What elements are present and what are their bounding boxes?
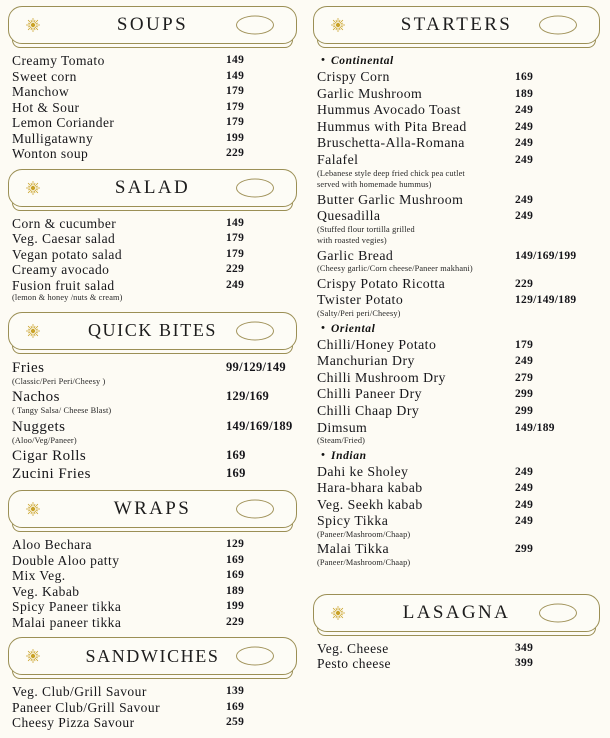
menu-item-name: Crispy Potato Ricotta: [317, 275, 446, 291]
menu-item-name: Veg. Kabab: [12, 583, 80, 599]
menu-item-description: ( Tangy Salsa/ Cheese Blast): [12, 406, 112, 415]
menu-item: [12, 715, 297, 731]
menu-item: [12, 231, 297, 247]
menu-item-name: Spicy Tikka: [317, 513, 389, 529]
menu-item: [317, 69, 600, 86]
menu-item: [317, 292, 600, 309]
section-header: [8, 6, 297, 44]
menu-item-list: [313, 47, 600, 570]
menu-item-price: 99/129/149: [226, 359, 286, 374]
menu-item: [317, 208, 600, 225]
menu-item-description: (Stuffed flour tortilla grilled: [317, 224, 415, 234]
menu-item-price: 179: [226, 85, 245, 97]
menu-item-list: [8, 678, 297, 731]
section-title: QUICK BITES: [87, 320, 218, 340]
section-title: STARTERS: [400, 14, 513, 35]
menu-item-name: Creamy avocado: [12, 262, 110, 277]
menu-item: [12, 537, 297, 553]
menu-item-name: Fries: [12, 359, 45, 376]
menu-item-price: 199: [226, 131, 245, 144]
menu-item: [317, 86, 600, 103]
menu-item-name: Paneer Club/Grill Savour: [12, 699, 161, 715]
menu-item-price: 229: [226, 147, 245, 159]
menu-item-list: [313, 635, 600, 672]
menu-item: [317, 497, 600, 514]
menu-subsection-text: Continental: [331, 55, 394, 67]
menu-section: [8, 6, 297, 162]
menu-section: [8, 312, 297, 484]
section-header: [8, 169, 297, 207]
menu-item-description: (lemon & honey /nuts & cream): [12, 293, 123, 302]
menu-section: [8, 637, 297, 731]
menu-item: [12, 700, 297, 716]
menu-item: [317, 464, 600, 481]
menu-item: [317, 480, 600, 497]
menu-item-price: 169: [226, 553, 245, 566]
menu-item: [12, 418, 297, 436]
menu-item-description: with roasted vegies): [317, 236, 387, 246]
menu-item-price: 149/169/199: [515, 249, 577, 262]
menu-item: [12, 465, 297, 483]
menu-item-name: Manchow: [12, 84, 70, 99]
ellipse-decoration-icon: [236, 16, 274, 35]
menu-item: [317, 248, 600, 265]
menu-section: [313, 594, 600, 672]
menu-item: [12, 615, 297, 631]
ellipse-decoration-icon: [236, 647, 274, 666]
menu-item: [12, 553, 297, 569]
menu-item: [12, 584, 297, 600]
bullet-icon: •: [321, 321, 326, 334]
menu-item: [12, 69, 297, 85]
menu-item-name: Hummus Avocado Toast: [317, 102, 461, 118]
menu-item: [12, 247, 297, 263]
menu-item: [317, 386, 600, 403]
menu-item: [12, 262, 297, 278]
menu-item: [12, 84, 297, 100]
menu-item: [12, 131, 297, 147]
menu-item-price: 249: [515, 193, 534, 206]
menu-item-price: 149: [226, 54, 245, 66]
menu-item-description: (Aloo/Veg/Paneer): [12, 435, 77, 445]
section-title: WRAPS: [113, 498, 192, 519]
sun-burst-icon: [25, 323, 41, 339]
section-header: [8, 637, 297, 675]
menu-item-price: 199: [226, 600, 245, 612]
menu-item-name: Veg. Seekh kabab: [317, 496, 423, 512]
menu-item-price: 249: [515, 137, 534, 150]
menu-item-price: 249: [515, 515, 534, 528]
menu-item: [317, 152, 600, 169]
menu-item-price: 249: [515, 153, 534, 166]
menu-item-name: Dahi ke Sholey: [317, 463, 409, 479]
menu-item: [12, 568, 297, 584]
menu-item-name: Chilli/Honey Potato: [317, 336, 437, 352]
menu-item: [317, 541, 600, 558]
menu-column-right: [305, 0, 610, 700]
menu-item: [317, 656, 600, 672]
menu-item-name: Spicy Paneer tikka: [12, 599, 122, 614]
menu-item-name: Hara-bhara kabab: [317, 480, 423, 496]
menu-item: [12, 216, 297, 232]
menu-item: [317, 403, 600, 420]
menu-subsection-text: Oriental: [331, 322, 376, 335]
section-title: LASAGNA: [402, 601, 511, 623]
menu-item-description: served with homemade hummus): [317, 180, 432, 190]
ellipse-decoration-icon: [236, 500, 274, 519]
menu-item: [317, 276, 600, 293]
menu-item: [317, 641, 600, 657]
menu-item-price: 249: [515, 482, 534, 495]
menu-item-price: 189: [226, 584, 245, 597]
menu-column-left: [0, 0, 305, 730]
menu-item-name: Cheesy Pizza Savour: [12, 715, 135, 730]
ellipse-decoration-icon: [236, 321, 274, 340]
sun-burst-icon: [25, 17, 41, 33]
menu-item-price: 149: [226, 216, 245, 229]
section-title: SOUPS: [116, 14, 189, 35]
menu-item: [317, 337, 600, 354]
menu-item-price: 229: [515, 277, 534, 290]
menu-item-name: Garlic Bread: [317, 247, 394, 263]
menu-item-price: 299: [515, 543, 534, 556]
menu-item-price: 169: [515, 71, 534, 83]
menu-item-price: 259: [226, 716, 245, 728]
menu-item-name: Wonton soup: [12, 146, 89, 161]
menu-item-price: 299: [515, 404, 534, 417]
ellipse-decoration-icon: [539, 16, 577, 35]
menu-item-price: 149/189: [515, 421, 555, 434]
menu-item-name: Dimsum: [317, 419, 368, 435]
menu-item-price: 299: [515, 388, 534, 401]
menu-item-description: (Classic/Peri Peri/Cheesy ): [12, 376, 106, 386]
menu-item-list: [8, 531, 297, 630]
section-spacer: [8, 733, 297, 738]
menu-item-price: 169: [226, 448, 246, 462]
menu-item-name: Hot & Sour: [12, 99, 80, 115]
menu-item: [12, 115, 297, 131]
section-header: [8, 490, 297, 528]
menu-item-price: 179: [515, 338, 534, 351]
menu-item-description: (Paneer/Mashroom/Chaap): [317, 558, 411, 568]
menu-item-price: 169: [226, 466, 246, 480]
menu-item: [12, 684, 297, 700]
menu-item-name: Chilli Paneer Dry: [317, 386, 422, 402]
menu-item-price: 149: [226, 69, 245, 82]
sun-burst-icon: [330, 17, 346, 33]
section-header: [313, 6, 600, 44]
menu-item-name: Fusion fruit salad: [12, 277, 115, 293]
menu-subsection-label: [317, 53, 600, 69]
menu-section: [8, 490, 297, 630]
menu-item-name: Malai paneer tikka: [12, 614, 122, 630]
menu-item-price: 129/149/189: [515, 294, 577, 307]
menu-item-name: Chilli Chaap Dry: [317, 402, 420, 418]
menu-item-price: 249: [515, 210, 534, 223]
menu-item-price: 349: [515, 641, 534, 654]
menu-item: [12, 359, 297, 377]
menu-item: [317, 420, 600, 437]
menu-item-name: Cigar Rolls: [12, 448, 87, 464]
menu-item-price: 129: [226, 538, 245, 550]
menu-section: [313, 6, 600, 570]
menu-item-price: 179: [226, 232, 245, 244]
menu-item-name: Pesto cheese: [317, 656, 392, 672]
menu-item-description: (Steam/Fried): [317, 436, 366, 446]
ellipse-decoration-icon: [539, 603, 577, 622]
menu-item-name: Twister Potato: [317, 292, 404, 308]
menu-item-name: Malai Tikka: [317, 541, 390, 557]
menu-item: [317, 513, 600, 530]
menu-item-name: Vegan potato salad: [12, 246, 123, 262]
section-header: [313, 594, 600, 632]
menu-subsection-text: Indian: [331, 449, 367, 462]
menu-item: [12, 447, 297, 465]
sun-burst-icon: [25, 180, 41, 196]
menu-item-name: Lemon Coriander: [12, 115, 115, 130]
menu-item-price: 139: [226, 685, 245, 697]
menu-item-description: (Paneer/Mashroom/Chaap): [317, 529, 411, 539]
menu-item-name: Corn & cucumber: [12, 215, 117, 231]
menu-item-name: Double Aloo patty: [12, 552, 120, 568]
menu-item: [317, 119, 600, 136]
menu-item-price: 229: [226, 263, 245, 275]
section-title: SALAD: [114, 176, 191, 198]
menu-item-price: 169: [226, 700, 245, 713]
menu-item: [12, 53, 297, 69]
menu-item-name: Creamy Tomato: [12, 53, 105, 68]
sun-burst-icon: [25, 501, 41, 517]
menu-item-description: (Salty/Peri peri/Cheesy): [317, 309, 401, 319]
menu-item: [317, 353, 600, 370]
menu-item-name: Mix Veg.: [12, 568, 66, 583]
menu-item-name: Mulligatawny: [12, 130, 94, 146]
menu-item-price: 229: [226, 615, 245, 628]
bullet-icon: •: [321, 448, 326, 461]
menu-item-price: 169: [226, 569, 245, 581]
menu-item-name: Manchurian Dry: [317, 353, 415, 369]
menu-item: [12, 100, 297, 116]
menu-item-description: (Lebanese style deep fried chick pea cutlet: [317, 168, 465, 178]
menu-item-name: Zucini Fries: [12, 466, 91, 482]
menu-subsection-label: [317, 448, 600, 464]
menu-item-price: 249: [515, 355, 534, 368]
menu-item-name: Bruschetta-Alla-Romana: [317, 135, 465, 151]
menu-item-name: Butter Garlic Mushroom: [317, 191, 464, 207]
menu-item-name: Hummus with Pita Bread: [317, 118, 467, 134]
menu-item: [317, 135, 600, 152]
menu-item-name: Veg. Cheese: [317, 640, 389, 656]
menu-item: [12, 599, 297, 615]
menu-item-list: [8, 210, 297, 305]
menu-item-price: 249: [515, 498, 534, 511]
menu-item-name: Aloo Bechara: [12, 537, 92, 552]
menu-item-price: 179: [226, 100, 245, 113]
menu-item-name: Veg. Caesar salad: [12, 231, 116, 246]
menu-item-price: 249: [226, 278, 245, 291]
menu-item-price: 249: [515, 465, 534, 478]
menu-item-name: Garlic Mushroom: [317, 85, 423, 101]
sun-burst-icon: [25, 648, 41, 664]
menu-item-price: 179: [226, 247, 245, 260]
menu-item-name: Veg. Club/Grill Savour: [12, 684, 147, 699]
menu-item-price: 279: [515, 371, 534, 384]
menu-item-price: 149/169/189: [226, 418, 293, 433]
sun-burst-icon: [330, 605, 346, 621]
menu-item-name: Falafel: [317, 151, 359, 167]
section-spacer: [313, 572, 600, 594]
menu-item: [12, 146, 297, 162]
menu-item: [317, 192, 600, 209]
menu-item-name: Quesadilla: [317, 208, 381, 224]
bullet-icon: •: [321, 54, 326, 66]
menu-item-price: 249: [515, 104, 534, 117]
menu-item-name: Chilli Mushroom Dry: [317, 369, 446, 385]
menu-item-price: 129/169: [226, 389, 270, 403]
menu-item: [12, 388, 297, 406]
section-title: SANDWICHES: [85, 645, 220, 666]
menu-item-list: [8, 47, 297, 162]
ellipse-decoration-icon: [236, 178, 274, 197]
menu-item-price: 249: [515, 120, 534, 133]
menu-item-list: [8, 353, 297, 484]
menu-item: [317, 102, 600, 119]
menu-subsection-label: [317, 321, 600, 337]
section-header: [8, 312, 297, 350]
menu-item-price: 179: [226, 116, 245, 128]
menu-item-price: 189: [515, 87, 534, 100]
menu-item: [12, 278, 297, 294]
menu-item-price: 399: [515, 657, 534, 670]
menu-section: [8, 169, 297, 305]
menu-item-description: (Cheesy garlic/Corn cheese/Paneer makhani): [317, 264, 473, 274]
menu-item-name: Sweet corn: [12, 68, 77, 84]
menu-item-name: Crispy Corn: [317, 69, 390, 84]
menu-item-name: Nuggets: [12, 418, 66, 435]
menu-item-name: Nachos: [12, 389, 60, 405]
menu-item: [317, 370, 600, 387]
